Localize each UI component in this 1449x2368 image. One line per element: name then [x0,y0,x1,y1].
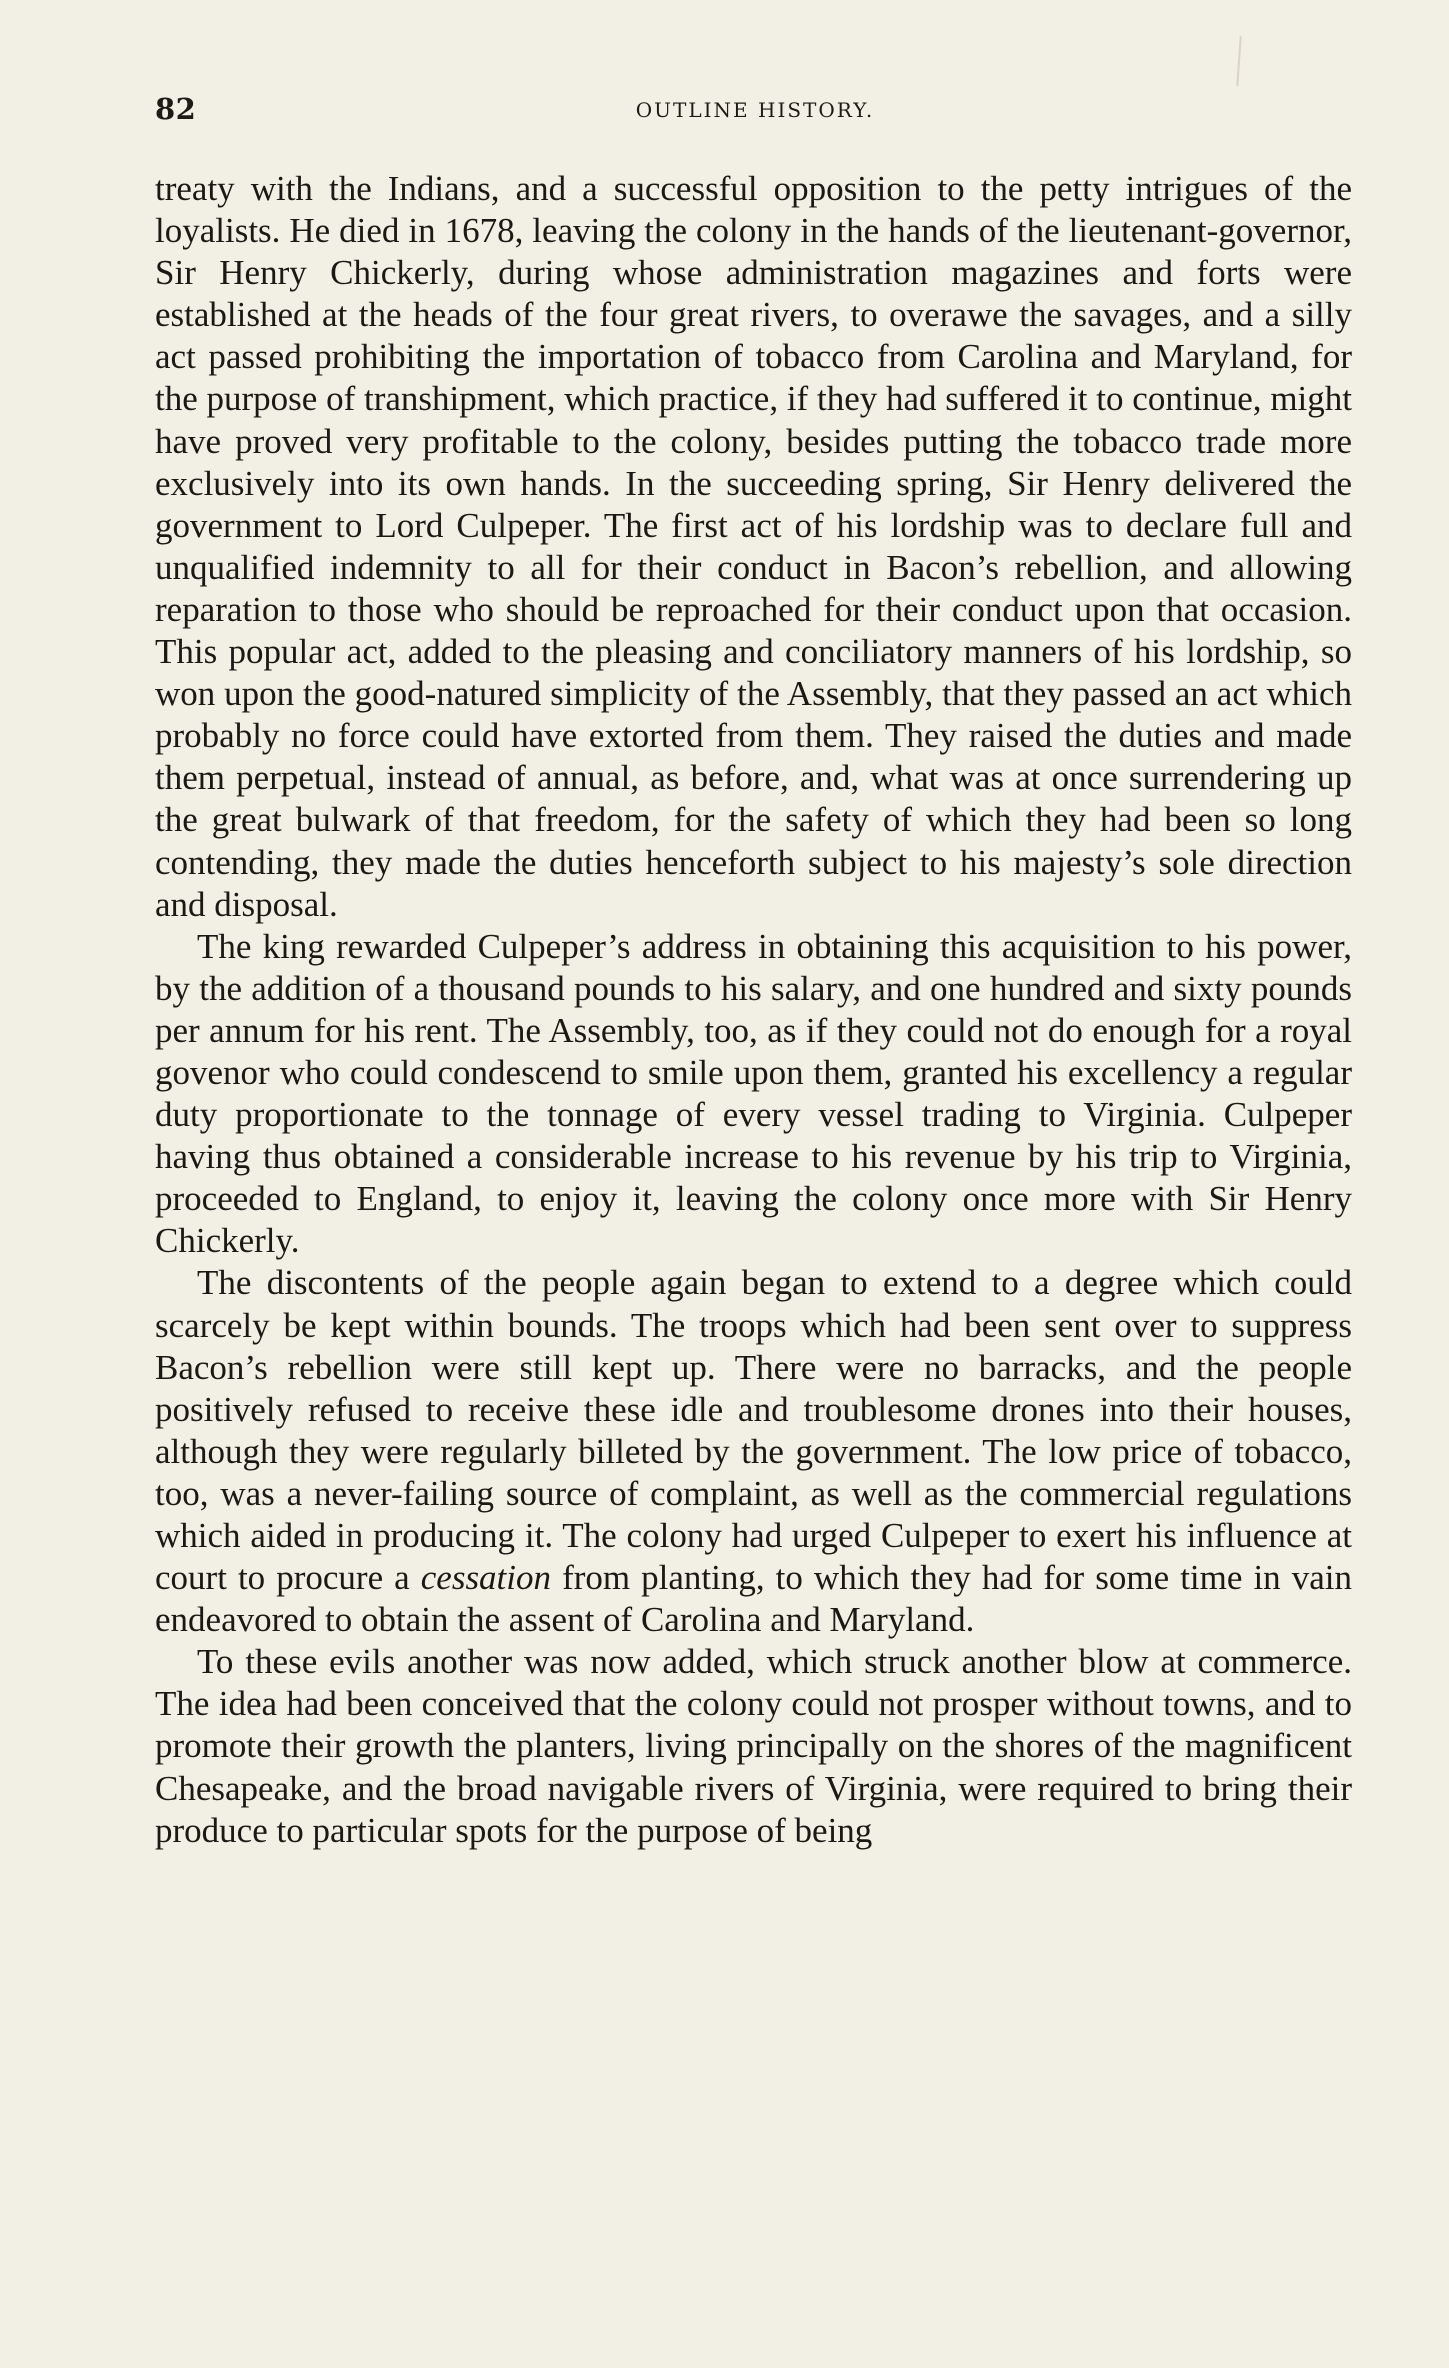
paragraph-4-text: To these evils another was now added, which struck another blow at commerce. The idea had been conceived that the colony could not prosper without towns, and to promote their growth the planters, living principally on the shores of the magnificent Chesapeake, and the broad navigable rivers of Virginia, were required to bring their produce to particular spots for the purpose of being [155,1642,1352,1850]
paragraph-2-text: The king rewarded Culpeper’s address in obtaining this acquisition to his power, by the addition of a thousand pounds to his salary, and one hundred and sixty pounds per annum for his rent. The Assembly, too, as if they could not do enough for a royal govenor who could condescend to smile upon them, granted his excellency a regular duty proportionate to the tonnage of every vessel trading to Virginia. Culpeper having thus obtained a considerable increase to his revenue by his trip to Virginia, proceeded to England, to enjoy it, leaving the colony once more with Sir Henry Chickerly. [155,926,1352,1261]
paragraph-3 [155,1262,1352,1641]
margin-pencil-mark [1236,36,1241,86]
page-header [155,92,1355,128]
running-head: OUTLINE HISTORY. [635,98,875,122]
page-number: 82 [155,92,197,126]
paragraph-1-text: treaty with the Indians, and a successful opposition to the petty intrigues of the loyalists. He died in 1678, leaving the colony in the hands of the lieutenant-governor, Sir Henry Chickerly, during whose administration magazines and forts were established at the heads of the four great rivers, to overawe the savages, and a silly act passed prohibiting the importation of tobacco from Carolina and Maryland, for the purpose of transhipment, which practice, if they had suffered it to continue, might have proved very profitable to the colony, besides putting the tobacco trade more exclusively into its own hands. In the succeeding spring, Sir Henry delivered the government to Lord Culpeper. The first act of his lordship was to declare full and unqualified indemnity to all for their conduct in Bacon’s rebellion, and allowing reparation to those who should be reproached for their conduct upon that occasion. This popular act, added to the pleasing and conciliatory manners of his lordship, so won upon the good-natured simplicity of the Assembly, that they passed an act which probably no force could have extorted from them. They raised the duties and made them perpetual, instead of annual, as before, and, what was at once surrendering up the great bulwark of that freedom, for the safety of which they had been so long contending, they made the duties henceforth subject to his majesty’s sole direction and disposal. [155,169,1352,924]
paragraph-3-italic-word: cessation [420,1558,552,1598]
paragraph-4 [155,1641,1352,1851]
body-text [155,168,1352,1852]
paragraph-1 [155,168,1352,926]
paragraph-2 [155,926,1352,1263]
paragraph-3-text-after: from planting, to which they had for some time in vain endeavored to obtain the assent of Carolina and Maryland. [155,1558,1352,1640]
paragraph-3-text-before: The discontents of the people again began to extend to a degree which could scarcely be kept within bounds. The troops which had been sent over to suppress Bacon’s rebellion were still kept up. There were no barracks, and the people positively refused to receive these idle and troublesome drones into their houses, although they were regularly billeted by the government. The low price of tobacco, too, was a never-failing source of complaint, as well as the commercial regulations which aided in producing it. The colony had urged Culpeper to exert his influence at court to procure a [155,1263,1352,1598]
